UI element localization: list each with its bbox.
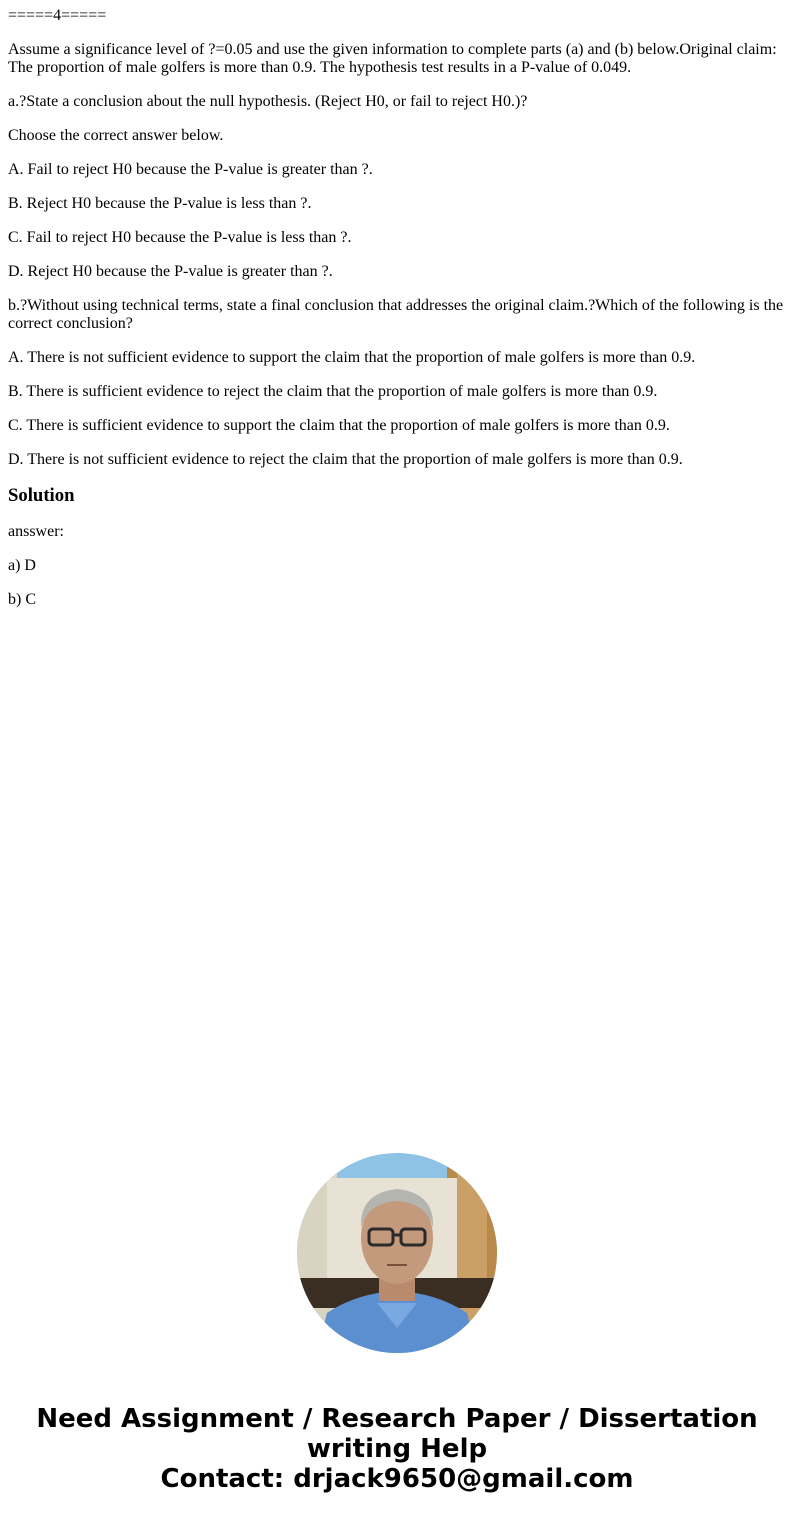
part-a-option-c: C. Fail to reject H0 because the P-value is less than ?. <box>8 229 352 246</box>
question-header: =====4===== <box>8 7 107 24</box>
promo-line-2: writing Help <box>306 1434 488 1464</box>
part-b-prompt: b.?Without using technical terms, state a final conclusion that addresses the original claim.?Which of the following is the correct conclusion? <box>8 297 784 332</box>
document-body <box>8 7 788 625</box>
part-b-option-a: A. There is not sufficient evidence to support the claim that the proportion of male golfers is more than 0.9. <box>8 349 696 366</box>
promo-contact: Contact: drjack9650@gmail.com <box>160 1464 634 1494</box>
solution-lead: ansswer: <box>8 523 64 540</box>
part-a-option-b: B. Reject H0 because the P-value is less than ?. <box>8 195 312 212</box>
solution-heading: Solution <box>8 485 75 506</box>
solution-answer-a: a) D <box>8 557 36 574</box>
avatar-portrait <box>297 1153 497 1353</box>
part-a-prompt: a.?State a conclusion about the null hypothesis. (Reject H0, or fail to reject H0.)? <box>8 93 528 110</box>
promo-line-1: Need Assignment / Research Paper / Dissertation <box>36 1404 758 1434</box>
part-a-instruction: Choose the correct answer below. <box>8 127 224 144</box>
part-a-option-d: D. Reject H0 because the P-value is greater than ?. <box>8 263 333 280</box>
promo-banner <box>0 1404 794 1494</box>
solution-answer-b: b) C <box>8 591 36 608</box>
avatar <box>297 1153 497 1353</box>
part-b-option-b: B. There is sufficient evidence to reject the claim that the proportion of male golfers is more than 0.9. <box>8 383 658 400</box>
part-a-option-a: A. Fail to reject H0 because the P-value is greater than ?. <box>8 161 373 178</box>
part-b-option-d: D. There is not sufficient evidence to reject the claim that the proportion of male golfers is more than 0.9. <box>8 451 683 468</box>
question-intro: Assume a significance level of ?=0.05 and use the given information to complete parts (a) and (b) below.Original claim: The proportion of male golfers is more than 0.9. The hypothesis test results in a P-value of 0.049. <box>8 41 777 76</box>
part-b-option-c: C. There is sufficient evidence to support the claim that the proportion of male golfers is more than 0.9. <box>8 417 670 434</box>
